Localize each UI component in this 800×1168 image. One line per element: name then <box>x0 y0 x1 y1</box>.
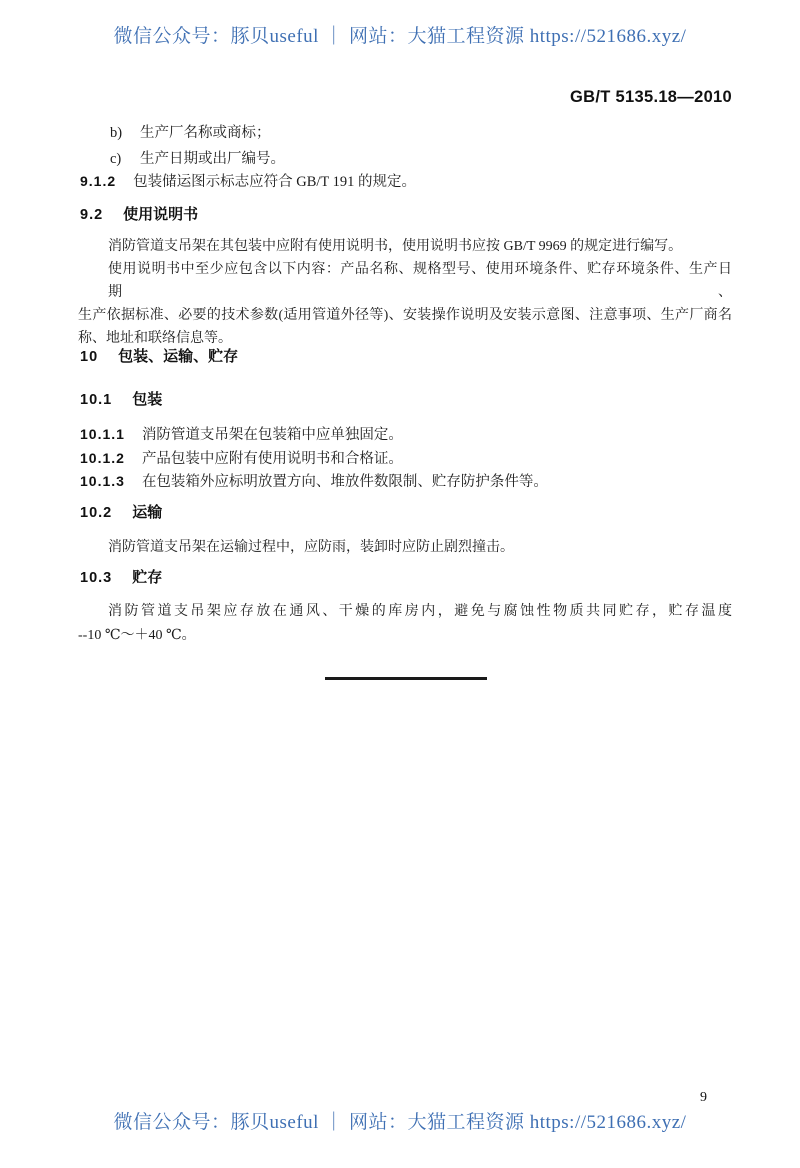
heading-10-3-title: 贮存 <box>132 569 163 586</box>
bottom-watermark-banner: 微信公众号：豚贝useful ｜ 网站：大猫工程资源 https://521686.xyz/ <box>113 1112 687 1133</box>
heading-10 <box>80 347 238 367</box>
heading-10-2 <box>80 503 162 523</box>
list-text-b: 生产厂名称或商标； <box>140 125 271 141</box>
heading-10-3-number: 10.3 <box>80 570 113 586</box>
heading-10-1-title: 包装 <box>132 391 163 408</box>
paragraph-9-2-1 <box>78 235 732 258</box>
clause-10-1-2 <box>80 448 403 469</box>
heading-10-2-title: 运输 <box>132 504 163 521</box>
clause-10-1-2-text: 产品包装中应附有使用说明书和合格证。 <box>141 451 403 467</box>
paragraph-line: 使用说明书中至少应包含以下内容：产品名称、规格型号、使用环境条件、贮存环境条件、生产日期、 <box>108 262 732 300</box>
clause-10-1-3-number: 10.1.3 <box>80 473 125 489</box>
clause-10-1-3-text: 在包装箱外应标明放置方向、堆放件数限制、贮存防护条件等。 <box>141 474 548 490</box>
list-item-b <box>110 123 271 143</box>
paragraph-line: 称、地址和联络信息等。 <box>78 331 232 346</box>
clause-10-1-3 <box>80 471 548 492</box>
paragraph-line: 消防管道支吊架应存放在通风、干燥的库房内，避免与腐蚀性物质共同贮存，贮存温度 <box>108 604 732 619</box>
heading-10-title: 包装、运输、贮存 <box>118 348 239 365</box>
heading-9-2-number: 9.2 <box>80 207 104 223</box>
page-number: 9 <box>700 1090 707 1105</box>
paragraph-line: --10 ℃～＋40 ℃。 <box>78 628 196 643</box>
heading-10-number: 10 <box>80 349 99 365</box>
heading-10-3 <box>80 568 162 588</box>
list-marker-c: c) <box>110 151 122 167</box>
end-of-document-rule <box>325 677 487 680</box>
heading-9-2-title: 使用说明书 <box>123 206 199 223</box>
clause-10-1-2-number: 10.1.2 <box>80 450 125 466</box>
paragraph-10-2 <box>78 536 732 559</box>
list-marker-b: b) <box>110 125 123 141</box>
paragraph-10-3 <box>78 600 732 648</box>
clause-9-1-2-number: 9.1.2 <box>80 173 117 189</box>
standard-number: GB/T 5135.18—2010 <box>570 88 732 106</box>
paragraph-line: 生产依据标准、必要的技术参数(适用管道外径等)、安装操作说明及安装示意图、注意事项、生产厂商名 <box>78 308 732 323</box>
heading-10-1-number: 10.1 <box>80 392 113 408</box>
clause-10-1-1-number: 10.1.1 <box>80 426 125 442</box>
paragraph-line: 消防管道支吊架在运输过程中，应防雨，装卸时应防止剧烈撞击。 <box>108 540 514 555</box>
clause-10-1-1-text: 消防管道支吊架在包装箱中应单独固定。 <box>141 427 403 443</box>
clause-9-1-2 <box>80 171 416 192</box>
list-text-c: 生产日期或出厂编号。 <box>140 151 285 167</box>
paragraph-line: 消防管道支吊架在其包装中应附有使用说明书，使用说明书应按 GB/T 9969 的规定进行编写。 <box>108 239 683 254</box>
clause-10-1-1 <box>80 424 403 445</box>
heading-10-2-number: 10.2 <box>80 505 113 521</box>
list-item-c <box>110 149 285 169</box>
paragraph-9-2-2 <box>78 258 732 350</box>
heading-10-1 <box>80 390 162 410</box>
heading-9-2 <box>80 205 198 225</box>
clause-9-1-2-text: 包装储运图示标志应符合 GB/T 191 的规定。 <box>133 174 417 190</box>
top-watermark-banner: 微信公众号：豚贝useful ｜ 网站：大猫工程资源 https://521686.xyz/ <box>113 26 687 47</box>
